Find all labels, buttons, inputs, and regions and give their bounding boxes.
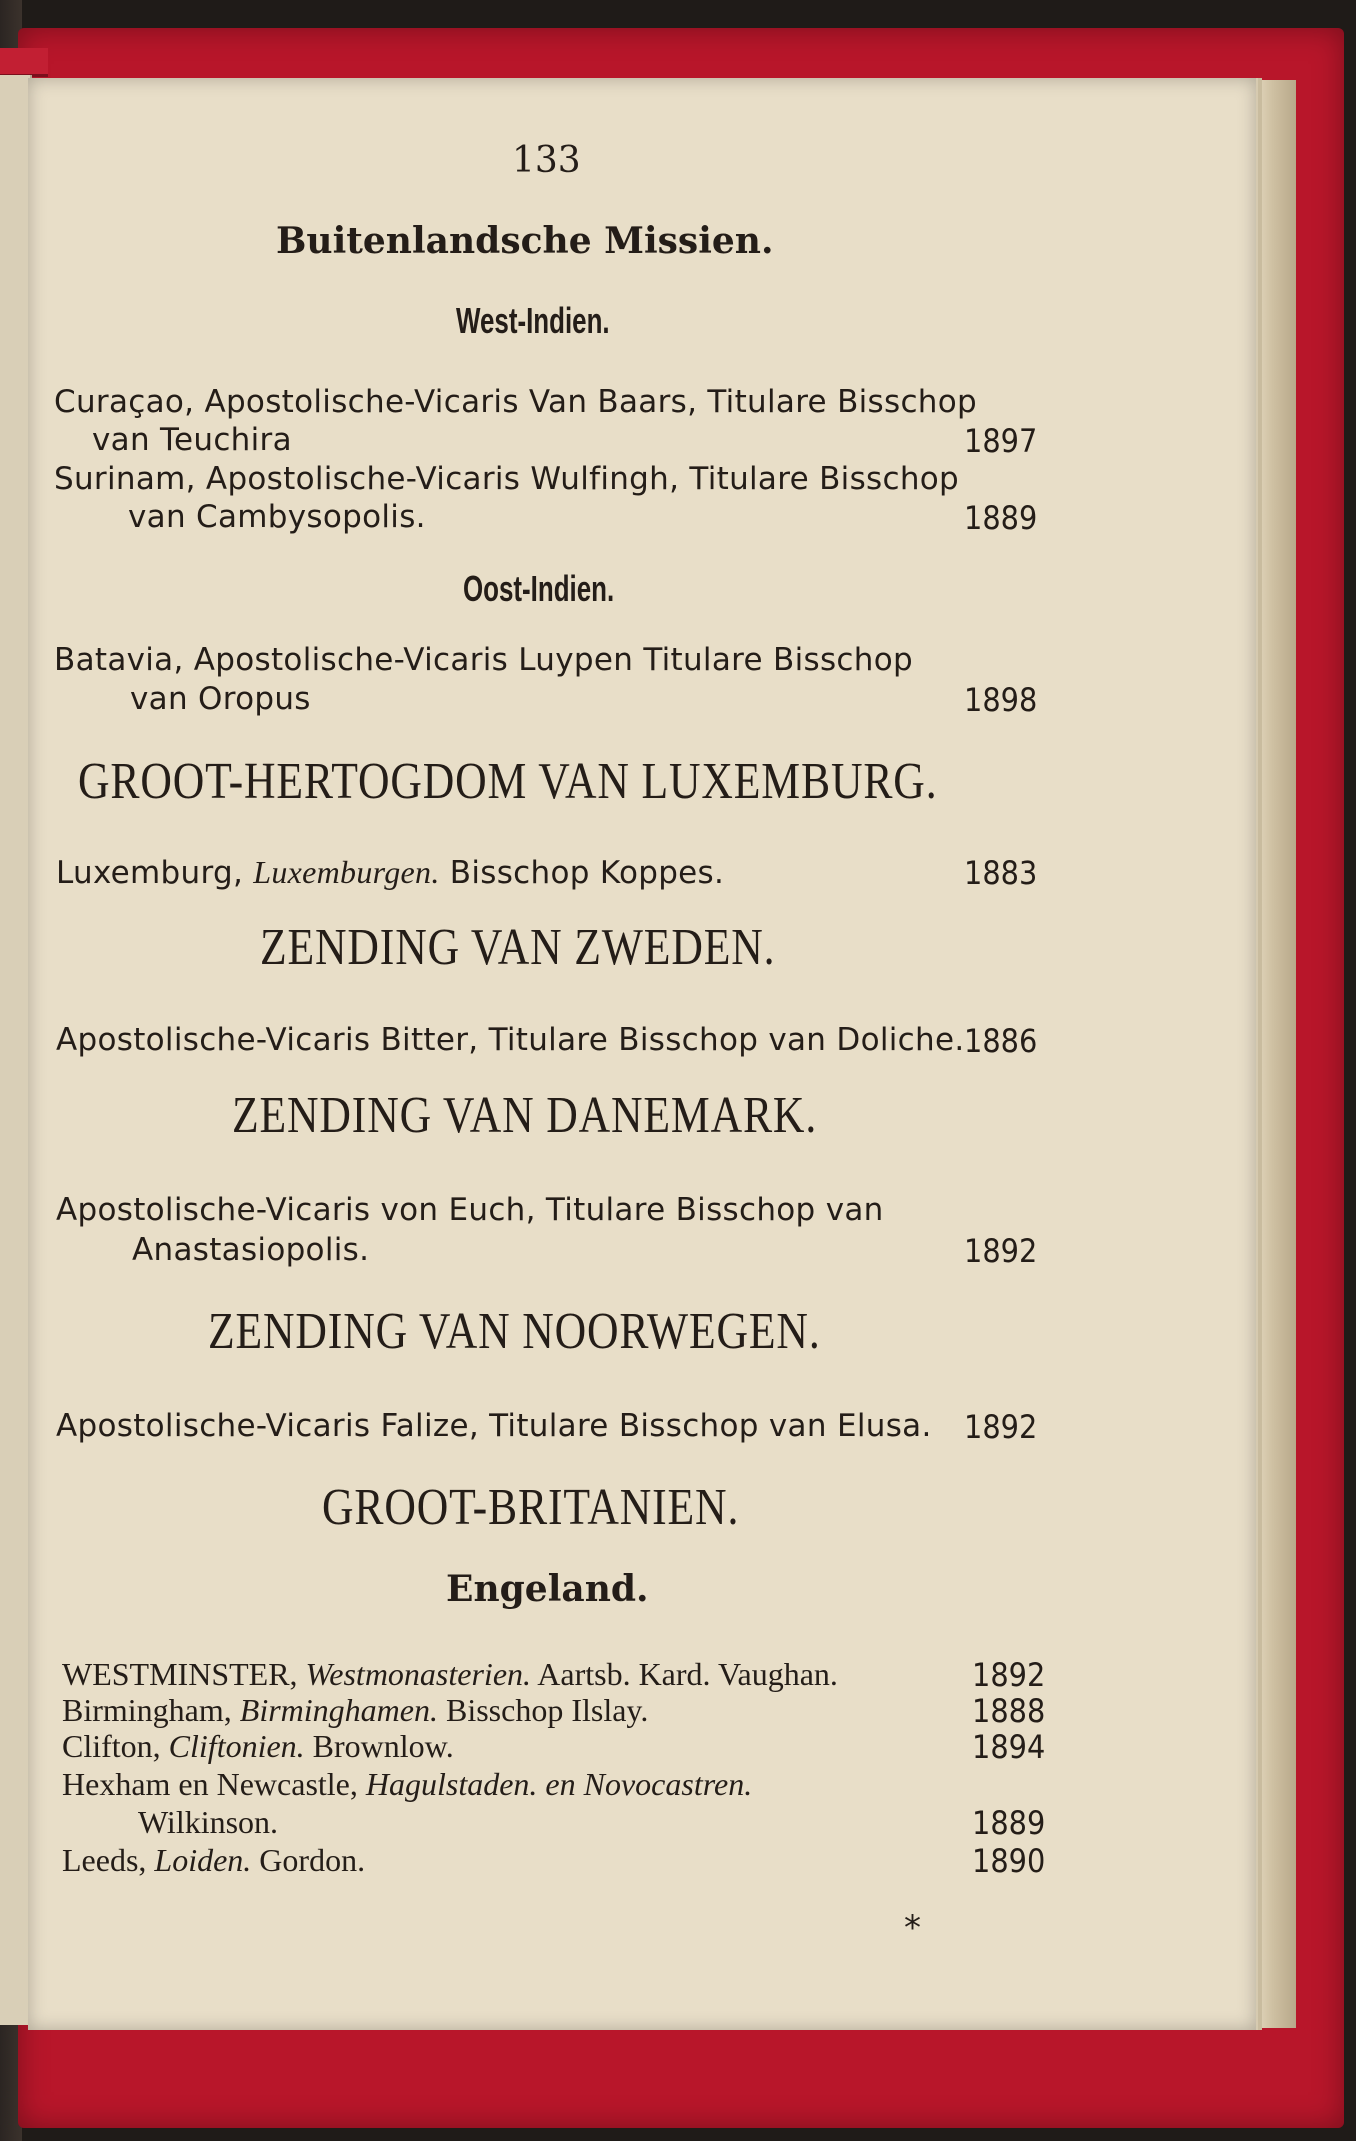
latin-name: Loiden.	[154, 1842, 252, 1878]
entry-rest: Aartsb. Kard. Vaughan.	[537, 1656, 838, 1692]
entry-line: Wilkinson.	[138, 1804, 279, 1840]
entry-line: Batavia, Apostolische-Vicaris Luypen Titulare Bisschop	[54, 642, 913, 678]
place-name: Luxemburg,	[56, 855, 244, 891]
entry-line	[56, 854, 724, 891]
section-heading-britanien: GROOT-BRITANIEN.	[322, 1479, 740, 1536]
place-name: Leeds,	[62, 1842, 147, 1878]
entry-year: 1883	[964, 854, 1038, 892]
section-heading-west-indien: West-Indien.	[456, 300, 610, 341]
entry-rest: Bisschop Ilslay.	[445, 1692, 649, 1728]
entry-year: 1892	[964, 1408, 1038, 1446]
place-name: WESTMINSTER,	[62, 1656, 298, 1692]
entry-year: 1892	[964, 1232, 1038, 1270]
entry-line: Curaçao, Apostolische-Vicaris Van Baars, Titulare Bisschop	[54, 384, 977, 420]
latin-name: Birminghamen.	[239, 1692, 438, 1728]
entry-line: Surinam, Apostolische-Vicaris Wulfingh, Titulare Bisschop	[54, 461, 960, 497]
entry-year: 1886	[964, 1022, 1038, 1060]
entry-year: 1898	[964, 681, 1038, 719]
entry-line: Apostolische-Vicaris von Euch, Titulare Bisschop van	[56, 1192, 884, 1228]
latin-name: Westmonasterien.	[305, 1656, 532, 1692]
place-name: Clifton,	[62, 1728, 161, 1764]
latin-name: Luxemburgen.	[253, 854, 440, 890]
entry-year: 1892	[972, 1656, 1046, 1694]
place-name: Hexham en Newcastle,	[62, 1766, 358, 1802]
entry-line: Apostolische-Vicaris Falize, Titulare Bisschop van Elusa.	[56, 1408, 932, 1444]
entry-year: 1894	[972, 1728, 1046, 1766]
page-title: Buitenlandsche Missien.	[276, 220, 774, 262]
entry-line	[62, 1656, 838, 1693]
signature-mark: *	[904, 1908, 921, 1948]
subheading-engeland: Engeland.	[446, 1568, 649, 1610]
section-heading-luxemburg: GROOT-HERTOGDOM VAN LUXEMBURG.	[78, 753, 938, 810]
section-heading-oost-indien: Oost-Indien.	[463, 568, 615, 609]
section-heading-zweden: ZENDING VAN ZWEDEN.	[260, 919, 776, 976]
bookmark-ribbon	[0, 48, 48, 77]
latin-name: Cliftonien.	[168, 1728, 305, 1764]
entry-line	[62, 1728, 454, 1765]
entry-rest: Bisschop Koppes.	[449, 855, 725, 891]
entry-rest: Brownlow.	[312, 1728, 454, 1764]
entry-rest: Gordon.	[259, 1842, 366, 1878]
entry-year: 1889	[964, 499, 1038, 537]
page-stack-edge	[1256, 80, 1296, 2028]
place-name: Birmingham,	[62, 1692, 232, 1728]
section-heading-danemark: ZENDING VAN DANEMARK.	[232, 1087, 818, 1144]
entry-line	[62, 1692, 648, 1729]
book-page	[28, 78, 1256, 2030]
page-number: 133	[512, 140, 581, 181]
entry-line: Apostolische-Vicaris Bitter, Titulare Bisschop van Doliche.	[56, 1022, 965, 1058]
entry-line	[62, 1842, 365, 1879]
entry-line: Anastasiopolis.	[132, 1232, 370, 1268]
entry-year: 1890	[972, 1842, 1046, 1880]
entry-year: 1889	[972, 1804, 1046, 1842]
entry-line: van Teuchira	[92, 422, 292, 458]
section-heading-noorwegen: ZENDING VAN NOORWEGEN.	[208, 1303, 821, 1360]
entry-line: van Oropus	[130, 681, 311, 717]
entry-year: 1888	[972, 1692, 1046, 1730]
latin-name: Hagulstaden. en Novocastren.	[365, 1766, 753, 1802]
entry-year: 1897	[964, 422, 1038, 460]
entry-line	[62, 1766, 752, 1803]
entry-line: van Cambysopolis.	[128, 499, 426, 535]
